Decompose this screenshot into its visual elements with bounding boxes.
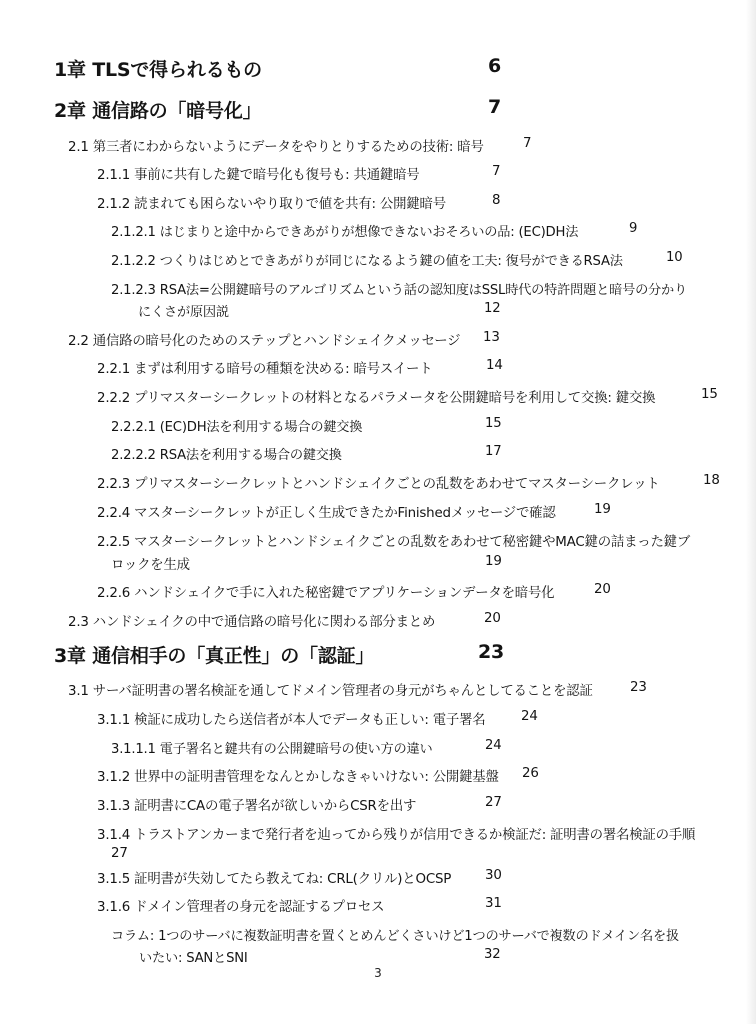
toc-page-number: 9 — [629, 221, 638, 236]
toc-entry-title: 2.1 第三者にわからないようにデータをやりとりするための技術: 暗号 — [68, 140, 484, 155]
toc-page-number: 20 — [594, 582, 611, 597]
toc-page-number: 10 — [666, 250, 683, 265]
toc-page-number: 24 — [521, 709, 538, 724]
toc-page-number: 7 — [488, 96, 502, 118]
toc-entry-title: 2.2.3 プリマスターシークレットとハンドシェイクごとの乱数をあわせてマスターシークレット — [97, 477, 660, 492]
toc-entry-title: 3.1.5 証明書が失効してたら教えてね: CRL(クリル)とOCSP — [97, 872, 452, 887]
toc-page-number: 23 — [630, 680, 647, 695]
page-edge-shadow — [746, 0, 756, 1024]
toc-entry-title: 3.1.3 証明書にCAの電子署名が欲しいからCSRを出す — [97, 799, 417, 814]
toc-chapter-title: 2章 通信路の「暗号化」 — [54, 100, 262, 122]
toc-page-number: 14 — [486, 358, 503, 373]
toc-entry-title-line1: 3.1.4 トラストアンカーまで発行者を辿ってから残りが信用できるか検証だ: 証明書の署名検証の手順 — [97, 828, 696, 843]
toc-page-number: 27 — [485, 795, 502, 810]
toc-entry-title-line1: 2.2.5 マスターシークレットとハンドシェイクごとの乱数をあわせて秘密鍵やMAC鍵の詰まった鍵ブ — [97, 535, 691, 550]
toc-entry-title: 2.3 ハンドシェイクの中で通信路の暗号化に関わる部分まとめ — [68, 615, 436, 630]
toc-entry-title: 2.2.4 マスターシークレットが正しく生成できたかFinishedメッセージで確認 — [97, 506, 556, 521]
toc-page-number: 31 — [485, 896, 502, 911]
toc-entry-title: 2.1.2 読まれても困らないやり取りで値を共有: 公開鍵暗号 — [97, 197, 446, 212]
toc-page-number: 17 — [485, 444, 502, 459]
toc-page-number: 15 — [701, 387, 718, 402]
toc-entry-title: 2.2.1 まずは利用する暗号の種類を決める: 暗号スイート — [97, 362, 433, 377]
toc-page-number: 7 — [492, 164, 501, 179]
toc-page-number: 30 — [485, 868, 502, 883]
toc-page-number: 26 — [522, 766, 539, 781]
toc-entry-title-line2: にくさが原因説 — [138, 305, 229, 320]
toc-page-number: 20 — [484, 611, 501, 626]
toc-entry-title: 3.1.2 世界中の証明書管理をなんとかしなきゃいけない: 公開鍵基盤 — [97, 770, 499, 785]
toc-entry-title: 3.1.1.1 電子署名と鍵共有の公開鍵暗号の使い方の違い — [111, 742, 433, 757]
toc-page-number: 32 — [484, 947, 501, 962]
toc-page-number: 24 — [485, 738, 502, 753]
toc-page-number: 12 — [484, 301, 501, 316]
toc-page-number: 23 — [478, 641, 505, 663]
toc-page-number: 19 — [594, 502, 611, 517]
toc-page-number: 15 — [485, 416, 502, 431]
toc-entry-title-line2: ロックを生成 — [111, 558, 190, 573]
toc-entry-title: 3.1.1 検証に成功したら送信者が本人でデータも正しい: 電子署名 — [97, 713, 486, 728]
toc-entry-title: 2.2 通信路の暗号化のためのステップとハンドシェイクメッセージ — [68, 334, 461, 349]
toc-entry-title-line1: コラム: 1つのサーバに複数証明書を置くとめんどくさいけど1つのサーバで複数のドメイン名を扱 — [111, 929, 679, 944]
toc-entry-title: 2.2.2.1 (EC)DH法を利用する場合の鍵交換 — [111, 420, 363, 435]
toc-page-number: 19 — [485, 554, 502, 569]
toc-page-number: 8 — [492, 193, 501, 208]
toc-entry-title: 3.1 サーバ証明書の署名検証を通してドメイン管理者の身元がちゃんとしてることを認証 — [68, 684, 593, 699]
toc-chapter-title: 1章 TLSで得られるもの — [54, 59, 262, 81]
toc-page-number: 7 — [523, 136, 532, 151]
page-footer-number: 3 — [374, 966, 382, 980]
toc-page-number: 13 — [483, 330, 500, 345]
toc-entry-title: 2.1.2.1 はじまりと途中からできあがりが想像できないおそろいの品: (EC)DH法 — [111, 225, 579, 240]
toc-entry-title: 2.1.1 事前に共有した鍵で暗号化も復号も: 共通鍵暗号 — [97, 168, 420, 183]
toc-entry-title: 2.2.6 ハンドシェイクで手に入れた秘密鍵でアプリケーションデータを暗号化 — [97, 586, 555, 601]
toc-page-number: 6 — [488, 55, 502, 77]
toc-entry-title: 2.2.2.2 RSA法を利用する場合の鍵交換 — [111, 448, 342, 463]
toc-page-number: 27 — [111, 846, 128, 861]
toc-entry-title-line2: いたい: SANとSNI — [139, 951, 248, 966]
toc-entry-title: 3.1.6 ドメイン管理者の身元を認証するプロセス — [97, 900, 385, 915]
toc-chapter-title: 3章 通信相手の「真正性」の「認証」 — [54, 645, 375, 667]
toc-entry-title: 2.2.2 プリマスターシークレットの材料となるパラメータを公開鍵暗号を利用して交換: 鍵交換 — [97, 391, 656, 406]
toc-entry-title: 2.1.2.2 つくりはじめとできあがりが同じになるよう鍵の値を工夫: 復号ができるRSA法 — [111, 254, 623, 269]
toc-entry-title-line1: 2.1.2.3 RSA法=公開鍵暗号のアルゴリズムという話の認知度はSSL時代の特許問題と暗号の分かり — [111, 283, 688, 298]
toc-page-number: 18 — [703, 473, 720, 488]
